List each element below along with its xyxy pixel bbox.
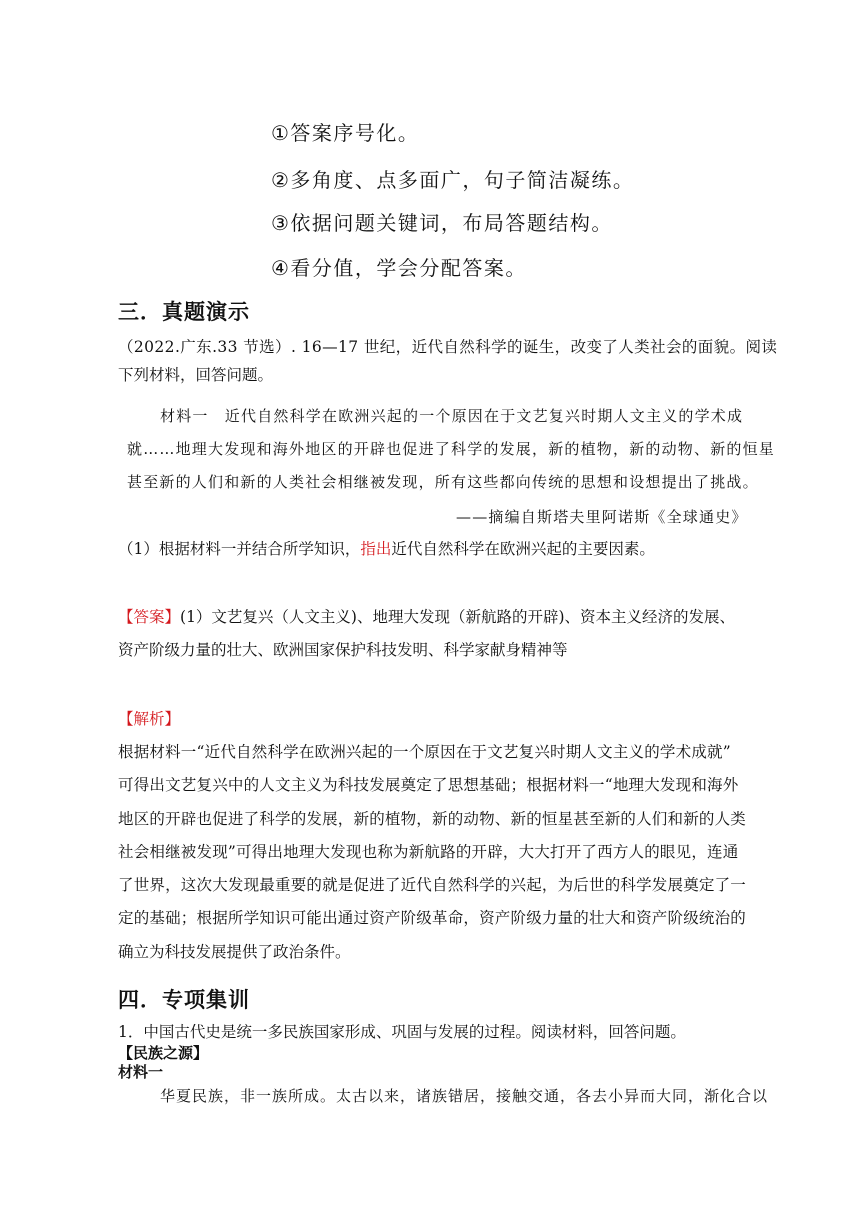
- section-heading: 三．真题演示: [118, 300, 250, 324]
- material-source: ——摘编自斯塔夫里阿诺斯《全球通史》: [456, 508, 748, 526]
- question-intro: 1．中国古代史是统一多民族国家形成、巩固与发展的过程。阅读材料，回答问题。: [118, 1023, 686, 1041]
- answer-line: [118, 607, 735, 627]
- material-line: 就……地理大发现和海外地区的开辟也促进了科学的发展，新的植物，新的动物、新的恒星: [127, 440, 776, 458]
- tip-item: ①答案序号化。: [271, 121, 420, 145]
- answer-text: (1）文艺复兴（人文主义)、地理大发现（新航路的开辟)、资本主义经济的发展、: [180, 608, 736, 626]
- tip-item: ③依据问题关键词，布局答题结构。: [271, 211, 613, 235]
- question-intro: 下列材料，回答问题。: [118, 366, 274, 384]
- analysis-line: 可得出文艺复兴中的人文主义为科技发展奠定了思想基础；根据材料一“地理大发现和海外: [118, 776, 739, 794]
- question-text: [118, 539, 655, 559]
- analysis-line: 社会相继被发现”可得出地理大发现也称为新航路的开辟，大大打开了西方人的眼见，连通: [118, 843, 739, 861]
- section-heading: 四．专项集训: [118, 988, 250, 1012]
- question-prefix: （1）根据材料一并结合所学知识，: [118, 540, 361, 558]
- tip-item: ②多角度、点多面广，句子简洁凝练。: [271, 168, 635, 192]
- material-line: 华夏民族，非一族所成。太古以来，诸族错居，接触交通，各去小异而大同，渐化合以: [160, 1087, 769, 1105]
- answer-label: 【答案】: [118, 608, 181, 626]
- question-suffix: 近代自然科学在欧洲兴起的主要因素。: [391, 540, 655, 558]
- analysis-line: 根据材料一“近代自然科学在欧洲兴起的一个原因在于文艺复兴时期人文主义的学术成就”: [118, 743, 731, 761]
- material-line: 材料一 近代自然科学在欧洲兴起的一个原因在于文艺复兴时期人文主义的学术成: [160, 407, 744, 425]
- analysis-line: 定的基础；根据所学知识可能出通过资产阶级革命，资产阶级力量的壮大和资产阶级统治的: [118, 909, 747, 927]
- analysis-label: 【解析】: [118, 710, 181, 728]
- analysis-line: 了世界，这次大发现最重要的就是促进了近代自然科学的兴起，为后世的科学发展奠定了一: [118, 876, 747, 894]
- question-keyword: 指出: [360, 540, 392, 558]
- question-intro: （2022.广东.33 节选）. 16—17 世纪，近代自然科学的诞生，改变了人类社会的面貌。阅读: [118, 338, 778, 356]
- material-line: 甚至新的人们和新的人类社会相继被发现，所有这些都向传统的思想和设想提出了挑战。: [127, 473, 759, 491]
- analysis-line: 确立为科技发展提供了政治条件。: [118, 943, 351, 961]
- material-label: 材料一: [118, 1063, 164, 1081]
- analysis-line: 地区的开辟也促进了科学的发展，新的植物，新的动物、新的恒星甚至新的人们和新的人类: [118, 810, 747, 828]
- tip-item: ④看分值，学会分配答案。: [271, 256, 527, 280]
- subheading: 【民族之源】: [118, 1044, 209, 1062]
- answer-line: 资产阶级力量的壮大、欧洲国家保护科技发明、科学家献身精神等: [118, 641, 568, 659]
